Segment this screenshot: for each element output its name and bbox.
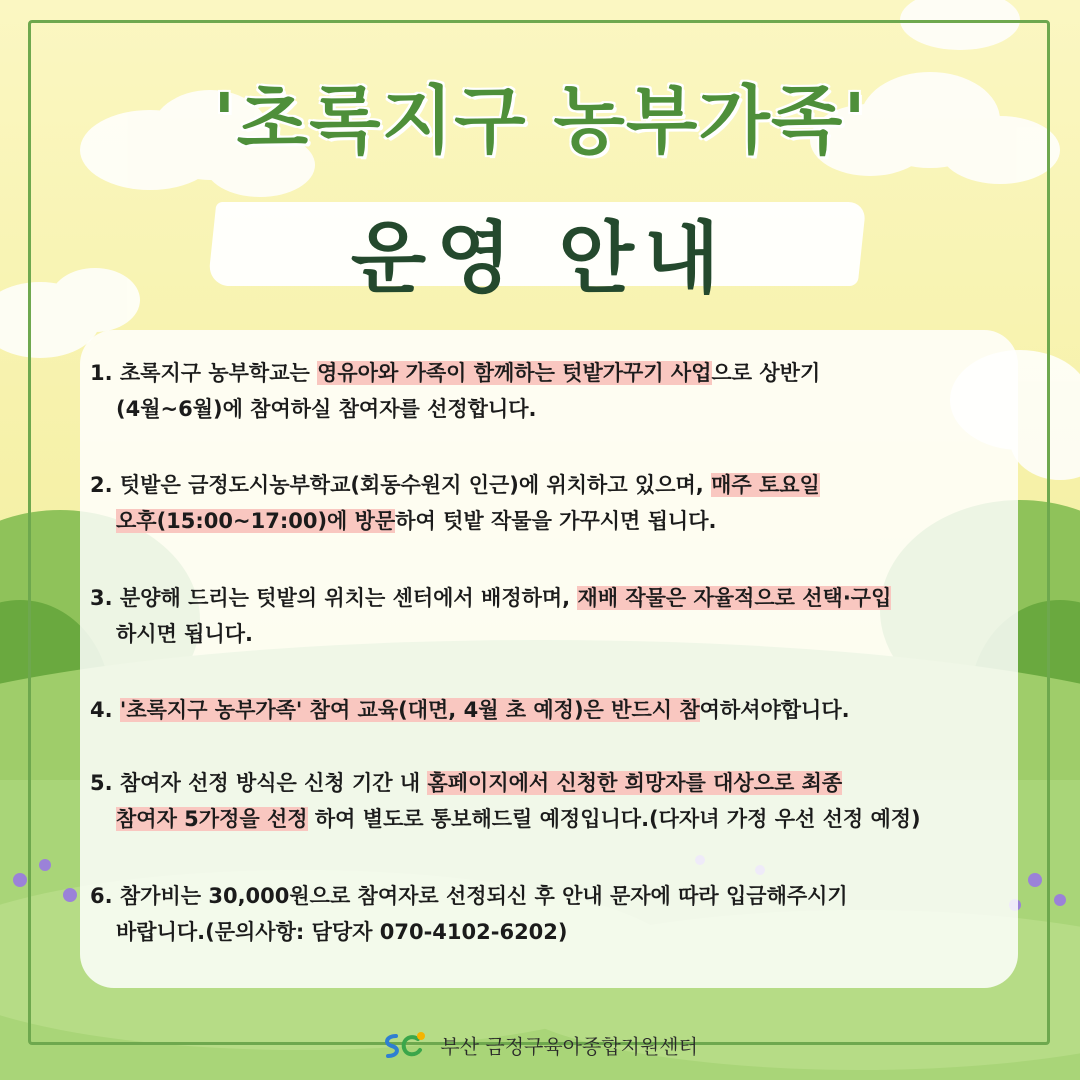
notice-text: 하시면 됩니다. (116, 622, 254, 646)
notice-text: 여하셔야합니다. (699, 698, 850, 722)
notice-text: 1. 초록지구 농부학교는 (90, 361, 318, 385)
notice-text: 으로 상반기 (711, 361, 821, 385)
highlighted-text: 재배 작물은 자율적으로 선택·구입 (577, 586, 892, 610)
notice-line (90, 467, 990, 503)
sc-logo-icon (382, 1030, 428, 1060)
notice-text: 2. 텃밭은 금정도시농부학교(회동수원지 인근)에 위치하고 있으며, (90, 473, 712, 497)
notice-text: (4월~6월)에 참여하실 참여자를 선정합니다. (116, 397, 537, 421)
notice-line (90, 355, 990, 391)
notice-text: 6. 참가비는 30,000원으로 참여자로 선정되신 후 안내 문자에 따라 입금해주시기 (90, 884, 848, 908)
organization-name: 부산 금정구육아종합지원센터 (440, 1034, 698, 1059)
notice-item-1 (90, 355, 990, 427)
notice-item-4 (90, 692, 990, 728)
highlighted-text: 매주 토요일 (711, 473, 820, 497)
notice-text: 하여 별도로 통보해드릴 예정입니다.(다자녀 가정 우선 선정 예정) (307, 807, 921, 831)
highlighted-text: 오후(15:00~17:00)에 방문 (116, 509, 396, 533)
notice-item-5 (90, 765, 990, 837)
notice-line (90, 580, 990, 616)
page-subtitle: 운영 안내 (350, 214, 730, 304)
notice-item-3 (90, 580, 990, 652)
notice-item-6 (90, 878, 990, 950)
highlighted-text: 영유아와 가족이 함께하는 텃밭가꾸기 사업 (317, 361, 712, 385)
notice-text: 4. (90, 698, 120, 722)
notice-line (90, 878, 990, 914)
notice-text: 바랍니다.(문의사항: 담당자 070-4102-6202) (116, 920, 568, 944)
notice-line-continued (90, 503, 990, 539)
notice-line-continued (90, 391, 990, 427)
highlighted-text: 홈페이지에서 신청한 희망자를 대상으로 최종 (427, 771, 843, 795)
highlighted-text: '초록지구 농부가족' 참여 교육(대면, 4월 초 예정)은 반드시 참 (119, 698, 700, 722)
highlighted-text: 참여자 5가정을 선정 (116, 807, 308, 831)
notice-line-continued (90, 801, 990, 837)
notice-text: 5. 참여자 선정 방식은 신청 기간 내 (90, 771, 428, 795)
footer (0, 1030, 1080, 1060)
notice-line (90, 765, 990, 801)
notice-text: 하여 텃밭 작물을 가꾸시면 됩니다. (395, 509, 717, 533)
notice-item-2 (90, 467, 990, 539)
notice-line-continued (90, 616, 990, 652)
notice-text: 3. 분양해 드리는 텃밭의 위치는 센터에서 배정하며, (90, 586, 578, 610)
notice-line (90, 692, 990, 728)
notice-line-continued (90, 914, 990, 950)
page-title: '초록지구 농부가족' (213, 78, 867, 164)
